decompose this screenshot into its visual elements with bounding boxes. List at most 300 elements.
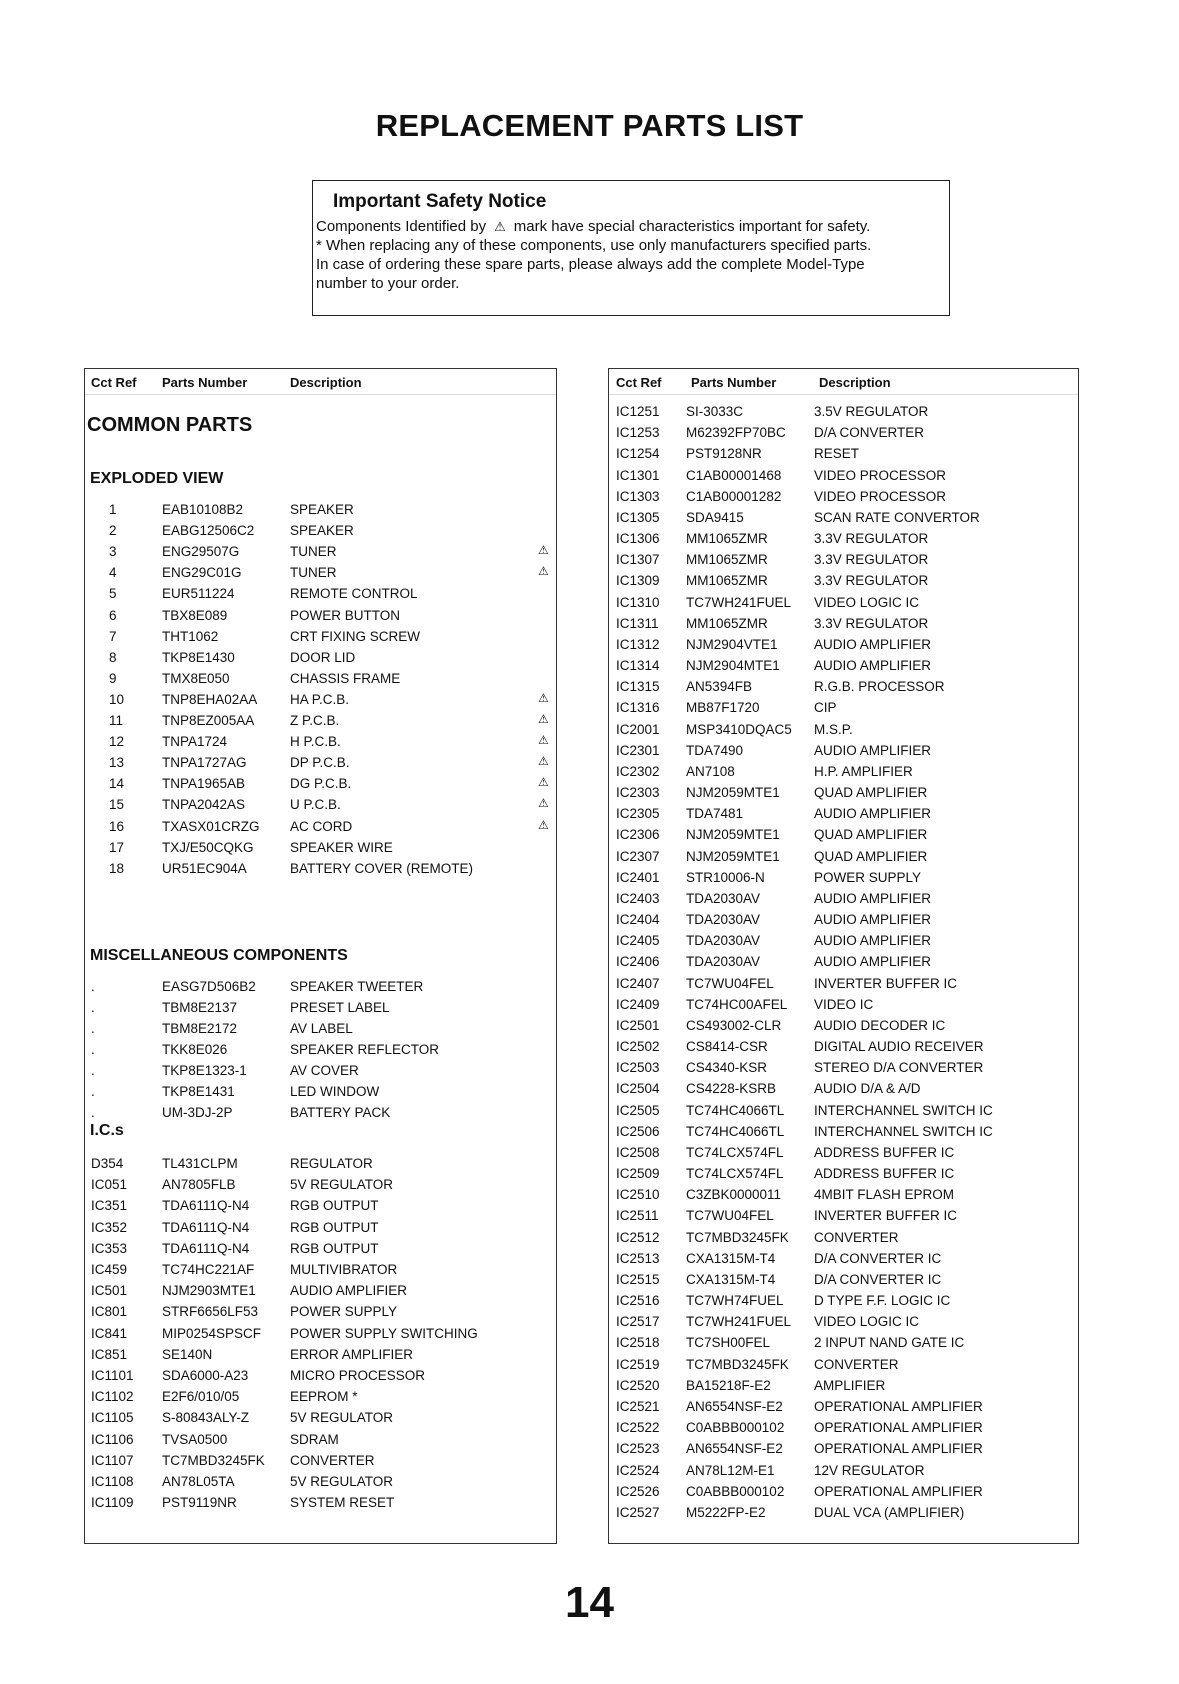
description-cell: TUNER [290,565,337,581]
description-cell: BATTERY PACK [290,1105,391,1120]
table-row [85,1196,556,1217]
description-cell: OPERATIONAL AMPLIFIER [814,1441,983,1457]
description-cell: CHASSIS FRAME [290,670,401,686]
description-cell: BATTERY COVER (REMOTE) [290,860,474,876]
cct-ref-cell: IC351 [91,1198,128,1214]
table-row [609,762,1078,783]
description-cell: INVERTER BUFFER IC [814,975,958,991]
description-cell: POWER BUTTON [290,607,401,623]
table-row [85,627,556,648]
table-row [609,1143,1078,1164]
description-cell: ADDRESS BUFFER IC [814,1144,955,1160]
description-cell: VIDEO IC [814,996,874,1012]
description-cell: DG P.C.B. [290,776,352,792]
table-row [85,690,556,711]
description-cell: MULTIVIBRATOR [290,1262,398,1277]
cct-ref-cell: IC2506 [616,1123,660,1139]
cct-ref-cell: IC1316 [616,700,660,716]
cct-ref-cell: IC2001 [616,721,660,737]
description-cell: HA P.C.B. [290,691,350,707]
parts-number-cell: C3ZBK0000011 [686,1187,782,1203]
table-row [609,1503,1078,1524]
parts-number-cell: AN78L12M-E1 [686,1462,775,1478]
description-cell: 3.3V REGULATOR [814,573,929,589]
cct-ref-cell: 3 [109,544,117,560]
table-row [609,698,1078,719]
table-row [609,1016,1078,1037]
description-cell: EEPROM * [290,1389,358,1405]
table-row [609,1079,1078,1100]
table-row [609,995,1078,1016]
cct-ref-cell: IC2527 [616,1504,660,1520]
parts-number-cell: NJM2059MTE1 [686,827,780,843]
table-row [609,466,1078,487]
parts-number-cell: C0ABBB000102 [686,1420,785,1436]
description-cell: INTERCHANNEL SWITCH IC [814,1123,993,1139]
parts-number-cell: AN5394FB [686,679,753,695]
parts-number-cell: E2F6/010/05 [162,1389,240,1405]
description-cell: D/A CONVERTER IC [814,1250,942,1266]
parts-number-cell: TXASX01CRZG [162,818,260,834]
safety-warning-icon: ⚠ [538,775,549,790]
table-row [609,423,1078,444]
warning-triangle-icon: ⚠ [494,219,506,234]
table-row [609,1249,1078,1270]
page-number: 14 [565,1578,614,1627]
cct-ref-cell: IC2403 [616,890,660,906]
header-description: Description [819,375,891,390]
cct-ref-cell: IC2406 [616,954,660,970]
parts-number-cell: PST9119NR [162,1495,237,1511]
parts-number-cell: TNPA1724 [162,734,228,750]
description-cell: H.P. AMPLIFIER [814,763,913,779]
description-cell: RGB OUTPUT [290,1198,379,1214]
parts-number-cell: MSP3410DQAC5 [686,721,792,737]
table-row [85,1103,556,1124]
header-cct-ref: Cct Ref [616,375,662,390]
description-cell: VIDEO PROCESSOR [814,467,947,483]
description-cell: AUDIO AMPLIFIER [814,636,932,652]
parts-number-cell: NJM2904VTE1 [686,636,778,652]
safety-warning-icon: ⚠ [538,754,549,769]
description-cell: SPEAKER REFLECTOR [290,1042,440,1057]
cct-ref-cell: IC1109 [91,1495,134,1511]
description-cell: AUDIO AMPLIFIER [814,658,932,674]
description-cell: DOOR LID [290,649,356,665]
cct-ref-cell: IC1311 [616,615,659,631]
parts-number-cell: TDA2030AV [686,912,761,928]
table-row [609,1270,1078,1291]
cct-ref-cell: IC501 [91,1283,128,1299]
parts-number-cell: M5222FP-E2 [686,1504,766,1520]
table-row [609,1461,1078,1482]
section-title-exploded-view: EXPLODED VIEW [90,470,224,487]
cct-ref-cell: IC2517 [616,1314,660,1330]
table-row [609,1101,1078,1122]
parts-number-cell: TC74HC4066TL [686,1123,785,1139]
cct-ref-cell: . [91,1105,95,1120]
description-cell: AUDIO AMPLIFIER [814,912,932,928]
safety-notice-line-3: In case of ordering these spare parts, please always add the complete Model-Type [316,256,865,273]
cct-ref-cell: IC1306 [616,531,660,547]
table-row [85,838,556,859]
parts-number-cell: AN6554NSF-E2 [686,1441,783,1457]
table-row [609,1397,1078,1418]
parts-number-cell: SDA6000-A23 [162,1368,249,1383]
cct-ref-cell: 1 [109,502,117,517]
description-cell: U P.C.B. [290,797,341,813]
parts-number-cell: AN6554NSF-E2 [686,1398,783,1414]
parts-number-cell: TKK8E026 [162,1042,228,1057]
table-row [609,1228,1078,1249]
cct-ref-cell: . [91,1000,95,1015]
table-row [609,783,1078,804]
description-cell: AMPLIFIER [814,1377,886,1393]
cct-ref-cell: IC2513 [616,1250,660,1266]
description-cell: 3.3V REGULATOR [814,615,929,631]
parts-number-cell: TXJ/E50CQKG [162,839,254,855]
description-cell: 3.3V REGULATOR [814,552,929,568]
cct-ref-cell: IC051 [91,1177,128,1193]
parts-number-cell: TBX8E089 [162,607,228,623]
parts-number-cell: C0ABBB000102 [686,1483,785,1499]
safety-warning-icon: ⚠ [538,817,549,832]
table-row [85,1082,556,1103]
table-row [609,847,1078,868]
cct-ref-cell: IC2519 [616,1356,660,1372]
table-row [609,1355,1078,1376]
table-row [85,1366,556,1387]
parts-number-cell: TNP8EZ005AA [162,713,255,728]
cct-ref-cell: IC353 [91,1240,128,1256]
cct-ref-cell: IC2409 [616,996,660,1012]
parts-number-cell: BA15218F-E2 [686,1377,771,1393]
safety-warning-icon: ⚠ [538,733,549,748]
table-row [85,584,556,605]
safety-warning-icon: ⚠ [538,564,549,579]
description-cell: DIGITAL AUDIO RECEIVER [814,1039,984,1055]
cct-ref-cell: IC1101 [91,1368,134,1383]
description-cell: M.S.P. [814,721,853,737]
cct-ref-cell: IC801 [91,1304,128,1320]
description-cell: AUDIO AMPLIFIER [814,954,932,970]
description-cell: ADDRESS BUFFER IC [814,1166,955,1182]
description-cell: VIDEO LOGIC IC [814,594,920,610]
table-row [85,1451,556,1472]
description-cell: REMOTE CONTROL [290,586,418,602]
cct-ref-cell: IC1251 [616,404,660,419]
table-row [609,1164,1078,1185]
table-row [85,648,556,669]
parts-number-cell: TDA7490 [686,742,744,758]
description-cell: SCAN RATE CONVERTOR [814,509,980,525]
header-cct-ref: Cct Ref [91,375,137,390]
parts-number-cell: TKP8E1431 [162,1084,235,1099]
table-row [85,1061,556,1082]
header-parts-number: Parts Number [691,375,777,390]
cct-ref-cell: . [91,1084,95,1099]
table-header [85,369,556,395]
table-row [609,402,1078,423]
parts-number-cell: TC7WU04FEL [686,1208,774,1224]
cct-ref-cell: IC2504 [616,1081,660,1097]
description-cell: QUAD AMPLIFIER [814,785,928,801]
parts-number-cell: TKP8E1323-1 [162,1063,247,1078]
description-cell: 2 INPUT NAND GATE IC [814,1335,965,1351]
cct-ref-cell: IC2526 [616,1483,660,1499]
description-cell: CONVERTER [814,1229,899,1245]
parts-number-cell: CXA1315M-T4 [686,1250,776,1266]
parts-number-cell: TC74HC00AFEL [686,996,788,1012]
cct-ref-cell: 13 [109,755,125,771]
description-cell: INTERCHANNEL SWITCH IC [814,1102,993,1118]
parts-number-cell: MM1065ZMR [686,573,768,589]
description-cell: AUDIO AMPLIFIER [290,1283,408,1299]
table-row [609,508,1078,529]
description-cell: D/A CONVERTER [814,425,925,441]
parts-number-cell: TDA7481 [686,806,744,822]
cct-ref-cell: 9 [109,670,117,686]
parts-table-right [608,368,1079,1544]
table-row [85,774,556,795]
description-cell: PRESET LABEL [290,1000,390,1015]
table-row [85,1239,556,1260]
cct-ref-cell: IC2305 [616,806,660,822]
table-row [609,614,1078,635]
table-row [85,711,556,732]
description-cell: H P.C.B. [290,734,341,750]
cct-ref-cell: 4 [109,565,117,581]
description-cell: OPERATIONAL AMPLIFIER [814,1483,983,1499]
table-row [85,859,556,880]
parts-number-cell: TC7MBD3245FK [162,1452,265,1468]
cct-ref-cell: IC2404 [616,912,660,928]
table-row [609,1206,1078,1227]
table-row [85,542,556,563]
cct-ref-cell: IC1253 [616,425,660,441]
cct-ref-cell: 2 [109,523,117,539]
parts-number-cell: CS4340-KSR [686,1060,768,1076]
table-row [609,720,1078,741]
cct-ref-cell: IC2306 [616,827,660,843]
parts-number-cell: TC74HC4066TL [686,1102,785,1118]
table-row [85,1175,556,1196]
description-cell: 5V REGULATOR [290,1410,394,1426]
table-row [85,1302,556,1323]
safety-warning-icon: ⚠ [538,543,549,558]
cct-ref-cell: IC352 [91,1219,128,1235]
parts-number-cell: STR10006-N [686,869,765,885]
parts-number-cell: TNPA1727AG [162,755,247,771]
table-row [85,563,556,584]
cct-ref-cell: 14 [109,776,125,792]
cct-ref-cell: IC2520 [616,1377,660,1393]
parts-number-cell: TC7WH241FUEL [686,1314,792,1330]
cct-ref-cell: IC2307 [616,848,660,864]
cct-ref-cell: 8 [109,649,117,665]
header-parts-number: Parts Number [162,375,248,390]
cct-ref-cell: 16 [109,818,125,834]
table-row [609,1185,1078,1206]
parts-number-cell: UR51EC904A [162,860,247,876]
table-row [85,1281,556,1302]
table-row [85,669,556,690]
description-cell: AUDIO AMPLIFIER [814,806,932,822]
parts-number-cell: AN7108 [686,763,735,779]
safety-notice-box [312,180,950,316]
parts-number-cell: C1AB00001468 [686,467,782,483]
description-cell: 4MBIT FLASH EPROM [814,1187,955,1203]
description-cell: ERROR AMPLIFIER [290,1346,414,1362]
description-cell: AUDIO AMPLIFIER [814,933,932,949]
parts-number-cell: CS8414-CSR [686,1039,768,1055]
table-row [85,1493,556,1514]
parts-table-left [84,368,557,1544]
table-row [85,1019,556,1040]
table-row [85,1260,556,1281]
parts-number-cell: TBM8E2172 [162,1021,238,1036]
parts-number-cell: NJM2904MTE1 [686,658,780,674]
description-cell: 12V REGULATOR [814,1462,925,1478]
table-row [609,1482,1078,1503]
parts-number-cell: MB87F1720 [686,700,760,716]
description-cell: SPEAKER [290,523,354,539]
parts-number-cell: CS493002-CLR [686,1017,782,1033]
table-row [609,974,1078,995]
cct-ref-cell: IC2301 [616,742,660,758]
description-cell: D TYPE F.F. LOGIC IC [814,1293,951,1309]
table-row [609,529,1078,550]
cct-ref-cell: IC2511 [616,1208,659,1224]
table-row [85,521,556,542]
table-row [609,741,1078,762]
description-cell: SPEAKER WIRE [290,839,393,855]
cct-ref-cell: IC2508 [616,1144,660,1160]
section-title-common-parts: COMMON PARTS [87,414,253,436]
cct-ref-cell: IC841 [91,1325,128,1341]
cct-ref-cell: IC1106 [91,1431,134,1447]
table-row [85,1154,556,1175]
section-title-ics: I.C.s [90,1122,124,1139]
description-cell: SPEAKER [290,502,354,517]
cct-ref-cell: IC2521 [616,1398,660,1414]
cct-ref-cell: 10 [109,691,125,707]
description-cell: AC CORD [290,818,353,834]
cct-ref-cell: . [91,1042,95,1057]
parts-number-cell: STRF6656LF53 [162,1304,259,1320]
cct-ref-cell: IC1301 [616,467,660,483]
parts-number-cell: TC74HC221AF [162,1262,255,1277]
cct-ref-cell: IC2512 [616,1229,660,1245]
parts-number-cell: SI-3033C [686,404,744,419]
description-cell: STEREO D/A CONVERTER [814,1060,984,1076]
safety-notice-line-2: * When replacing any of these components, use only manufacturers specified parts. [316,237,872,254]
parts-number-cell: EAB10108B2 [162,502,244,517]
description-cell: RGB OUTPUT [290,1240,379,1256]
cct-ref-cell: D354 [91,1156,124,1171]
parts-number-cell: TNPA2042AS [162,797,246,813]
cct-ref-cell: IC1107 [91,1452,134,1468]
cct-ref-cell: IC1310 [616,594,660,610]
cct-ref-cell: IC2516 [616,1293,660,1309]
cct-ref-cell: 17 [109,839,125,855]
safety-notice-line-4: number to your order. [316,275,460,292]
table-row [85,1408,556,1429]
parts-number-cell: SE140N [162,1346,213,1362]
parts-number-cell: TBM8E2137 [162,1000,238,1015]
table-row [85,732,556,753]
table-row [85,1218,556,1239]
cct-ref-cell: IC2303 [616,785,660,801]
cct-ref-cell: IC1314 [616,658,660,674]
table-row [85,753,556,774]
table-row [609,952,1078,973]
description-cell: AUDIO DECODER IC [814,1017,946,1033]
table-row [85,1430,556,1451]
table-row [609,825,1078,846]
parts-number-cell: TDA2030AV [686,890,761,906]
table-row [609,1312,1078,1333]
table-row [609,571,1078,592]
table-row [609,1376,1078,1397]
description-cell: RESET [814,446,860,462]
parts-number-cell: ENG29507G [162,544,240,560]
description-cell: MICRO PROCESSOR [290,1368,426,1383]
table-row [85,998,556,1019]
safety-warning-icon: ⚠ [538,712,549,726]
table-row [85,817,556,838]
parts-number-cell: TC7SH00FEL [686,1335,771,1351]
description-cell: 3.5V REGULATOR [814,404,929,419]
description-cell: D/A CONVERTER IC [814,1271,942,1287]
cct-ref-cell: 5 [109,586,117,602]
table-row [85,1345,556,1366]
parts-number-cell: TMX8E050 [162,670,230,686]
table-header [609,369,1078,395]
cct-ref-cell: IC1309 [616,573,660,589]
description-cell: AV LABEL [290,1021,353,1036]
parts-number-cell: TC74LCX574FL [686,1166,784,1182]
parts-number-cell: TNPA1965AB [162,776,246,792]
table-row [609,931,1078,952]
table-row [85,1040,556,1061]
description-cell: AUDIO D/A & A/D [814,1081,921,1097]
header-description: Description [290,375,362,390]
parts-number-cell: ENG29C01G [162,565,242,581]
parts-number-cell: TKP8E1430 [162,649,235,665]
table-row [85,795,556,816]
parts-number-cell: TDA6111Q-N4 [162,1219,250,1235]
description-cell: AUDIO AMPLIFIER [814,890,932,906]
cct-ref-cell: IC1307 [616,552,660,568]
table-row [85,1324,556,1345]
cct-ref-cell: . [91,1021,95,1036]
description-cell: TUNER [290,544,337,560]
cct-ref-cell: IC851 [91,1346,128,1362]
cct-ref-cell: IC2401 [616,869,660,885]
cct-ref-cell: IC2509 [616,1166,660,1182]
table-row [609,1418,1078,1439]
description-cell: OPERATIONAL AMPLIFIER [814,1398,983,1414]
description-cell: SPEAKER TWEETER [290,979,424,994]
parts-number-cell: TNP8EHA02AA [162,691,258,707]
cct-ref-cell: IC2522 [616,1420,660,1436]
table-row [609,804,1078,825]
description-cell: VIDEO LOGIC IC [814,1314,920,1330]
table-row [609,656,1078,677]
parts-number-cell: CS4228-KSRB [686,1081,777,1097]
parts-number-cell: MM1065ZMR [686,531,768,547]
